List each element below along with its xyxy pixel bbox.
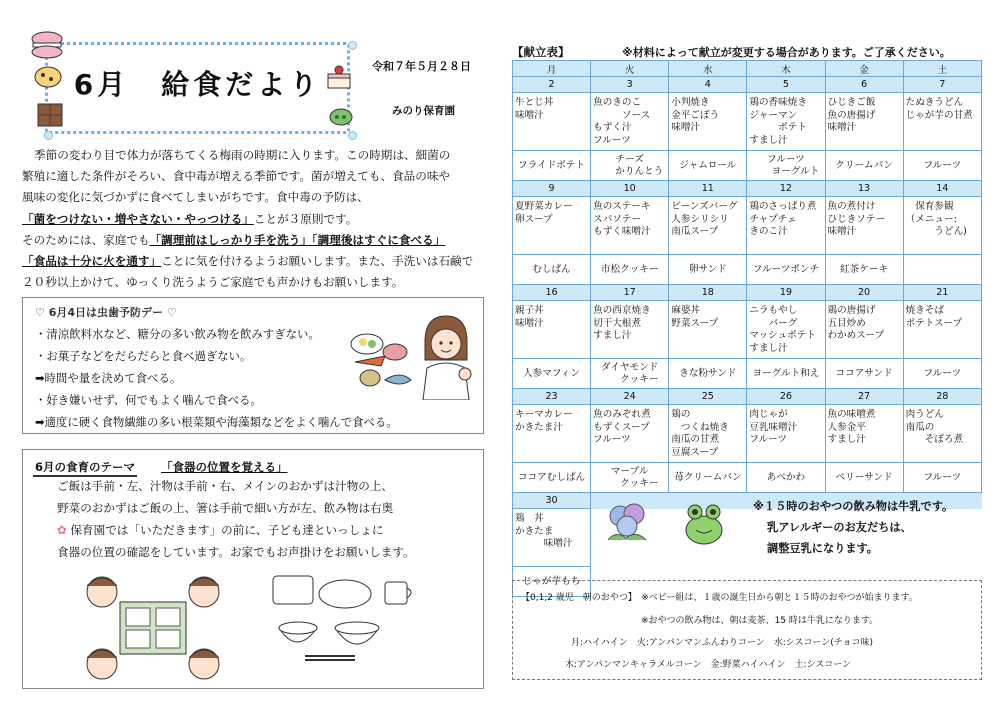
intro-line	[22, 251, 492, 272]
lunch-cell-text: 夏野菜カレー 卵スープ	[515, 201, 573, 225]
snack-cell-text: ヨーグルト和え	[752, 367, 820, 379]
snack-cell	[747, 359, 825, 389]
lunch-cell-text: 肉じゃが 豆乳味噌汁 フルーツ	[749, 409, 798, 445]
date-cell	[591, 285, 669, 301]
date-cell-text: 24	[623, 391, 636, 402]
weekday-header-row	[513, 61, 982, 77]
snack-cell-text: フライドポテト	[518, 159, 585, 171]
snack-cell-text: 人参マフィン	[523, 367, 580, 379]
school-name: みのり保育園	[392, 105, 455, 117]
snack-cell	[591, 151, 669, 181]
date-row	[513, 181, 982, 197]
snack-cell-text: フルーツ	[923, 367, 962, 379]
snack-cell-text: じゃが芋もち	[522, 575, 581, 587]
lunch-cell	[669, 405, 747, 463]
date-cell-text: 28	[936, 391, 949, 402]
lunch-cell	[747, 93, 825, 151]
hydrangea-icon	[602, 500, 654, 548]
baby-snack-box	[512, 580, 982, 680]
date-cell	[513, 181, 591, 197]
date-cell-text: 30	[545, 495, 558, 506]
lunch-cell	[825, 93, 903, 151]
cookie-icon	[33, 64, 63, 90]
date-row	[513, 77, 982, 93]
rule-emphasis: 「菌をつけない・増やさない・やっつける」	[22, 211, 254, 226]
snack-row	[513, 255, 982, 285]
lunch-row	[513, 405, 982, 463]
intro-line: ２０秒以上かけて、ゆっくり洗うようご家庭でも声かけもお願いします。	[22, 275, 404, 290]
baby-line: ※おやつの飲み物は、朝は麦茶、15 時は牛乳になります。	[641, 616, 879, 626]
date-cell-text: 17	[623, 287, 636, 298]
date-cell	[825, 77, 903, 93]
education-line: ご飯は手前・左、汁物は手前・右、メインのおかずは汁物の上、	[57, 479, 393, 493]
snack-cell	[825, 463, 903, 493]
menu-notice: ※材料によって献立が変更する場合があります。ご了承ください。	[622, 46, 951, 59]
weekday-thu: 木	[747, 61, 825, 77]
lunch-cell-text: 鶏 丼 かきたま 味噌汁	[515, 513, 573, 549]
date-cell-text: 18	[701, 287, 714, 298]
rule-tail: ことが３原則です。	[253, 211, 358, 226]
snack-cell-text: フルーツ ヨーグルト	[767, 153, 820, 177]
snack-cell-text: フルーツ	[923, 159, 962, 171]
date-cell-text: 25	[701, 391, 714, 402]
lunch-cell	[747, 405, 825, 463]
date-cell	[825, 285, 903, 301]
lunch-cell-text: 鶏の つくね焼き 南瓜の甘煮 豆腐スープ	[671, 409, 729, 458]
snack-cell-text: ジャムロール	[679, 159, 737, 171]
lunch-cell-text: 牛とじ丼 味噌汁	[515, 97, 554, 121]
handwash-emphasis: 「調理前はしっかり手を洗う」「調理後はすぐに食べる」	[149, 232, 446, 247]
milk-note-line: 乳アレルギーのお友だちは、	[767, 521, 912, 534]
dental-heading: ♡ 6月4日は虫歯予防デー ♡	[35, 306, 177, 319]
snack-cell	[591, 463, 669, 493]
snack-cell-text: クリームパン	[835, 159, 893, 171]
date-cell-text: 11	[701, 183, 714, 194]
title-frame	[45, 42, 350, 134]
flower-icon: ✿	[57, 523, 67, 537]
nutritionist-icon	[415, 312, 477, 400]
intro-line: 季節の変わり目で体力が落ちてくる梅雨の時期に入ります。この時期は、細菌の	[34, 148, 451, 162]
lunch-row	[513, 93, 982, 151]
date-cell-text: 6	[861, 79, 868, 90]
intro-line	[22, 230, 492, 251]
snack-cell-text: 紅茶ケーキ	[840, 263, 889, 275]
weekday-wed: 水	[669, 61, 747, 77]
theme-value: 「食器の位置を覚える」	[161, 460, 288, 474]
lunch-cell	[591, 405, 669, 463]
lunch-cell	[513, 405, 591, 463]
pearl-decoration	[44, 131, 53, 140]
intro-line	[22, 209, 492, 230]
baby-line: 月:ハイハイン 火:アンパンマンふんわりコーン 水:シスコーン(チョコ味)	[571, 638, 874, 648]
snack-row	[513, 463, 982, 493]
date-cell	[513, 389, 591, 405]
snack-cell	[669, 151, 747, 181]
lunch-cell-text: 魚の煮付け ひじきソテー 味噌汁	[827, 201, 886, 237]
tableware-layout-icon	[265, 570, 425, 666]
baby-line: 【0,1,2 歳児 朝のおやつ】 ※ベビー組は、１歳の誕生日から朝と１５時のおやつが始まります。	[521, 593, 918, 603]
lunch-cell	[825, 301, 903, 359]
lunch-cell	[591, 197, 669, 255]
lunch-row	[513, 301, 982, 359]
intro-text-b: ことに気を付けるようお願いします。また、手洗いは石鹸で	[161, 254, 474, 269]
lunch-cell	[903, 197, 981, 255]
lunch-cell-text: 小判焼き 金平ごぼう 味噌汁	[671, 97, 720, 133]
date-cell	[513, 77, 591, 93]
snack-cell-text: フルーツ	[923, 471, 962, 483]
snack-cell	[825, 151, 903, 181]
date-cell	[669, 77, 747, 93]
snack-cell-text: むしぱん	[532, 263, 571, 275]
lunch-cell	[513, 93, 591, 151]
children-table-icon	[78, 572, 228, 682]
lunch-cell	[513, 509, 591, 567]
snack-cell	[903, 463, 981, 493]
lunch-cell	[903, 301, 981, 359]
lunch-cell	[513, 301, 591, 359]
snack-cell	[669, 255, 747, 285]
lunch-cell-text: 魚の味噌煮 人参金平 すまし汁	[827, 409, 876, 445]
date-cell-text: 12	[779, 183, 793, 194]
date-cell	[513, 285, 591, 301]
lunch-row	[513, 197, 982, 255]
lunch-cell	[591, 93, 669, 151]
cook-emphasis: 「食品は十分に火を通す」	[22, 254, 162, 269]
date-cell	[747, 77, 825, 93]
leaf-sweet-icon	[328, 104, 354, 130]
date-cell-text: 26	[779, 391, 793, 402]
intro-text-a: そのためには、家庭でも	[22, 232, 150, 247]
date-cell-text: 21	[936, 287, 949, 298]
lunch-cell-text: ニラもやし バーグ マッシュポテト すまし汁	[749, 305, 816, 354]
lunch-cell-text: ひじきご飯 魚の唐揚げ 味噌汁	[827, 97, 876, 133]
milk-note-line: 調整豆乳になります。	[767, 542, 878, 555]
menu-title: 【献立表】	[512, 45, 570, 59]
weekday-fri: 金	[825, 61, 903, 77]
lunch-cell	[747, 301, 825, 359]
lunch-cell-text: 焼きそば ポテトスープ	[905, 305, 963, 329]
lunch-cell	[747, 197, 825, 255]
lunch-cell-text: 肉うどん 南瓜の そぼろ煮	[905, 409, 964, 445]
lunch-cell	[669, 301, 747, 359]
snack-cell	[591, 359, 669, 389]
snack-cell	[513, 359, 591, 389]
snack-cell-text: 卵サンド	[688, 263, 727, 275]
date-cell-text: 4	[704, 79, 711, 90]
lunch-cell-text: 魚の西京焼き 切干大根煮 すまし汁	[593, 305, 651, 341]
intro-line: 風味の変化に気づかずに食べてしまいがちです。食中毒の予防は、	[22, 190, 369, 205]
lunch-cell-text: 鶏のさっぱり煮 チャプチェ きのこ汁	[749, 201, 817, 237]
issue-date: 令和７年５月２８日	[372, 60, 471, 73]
lunch-cell	[825, 405, 903, 463]
date-cell	[903, 285, 981, 301]
date-cell	[747, 285, 825, 301]
snack-cell-text: フルーツポンチ	[752, 263, 820, 275]
date-cell	[669, 181, 747, 197]
snack-cell	[903, 151, 981, 181]
date-cell	[825, 181, 903, 197]
education-line: 野菜のおかずはご飯の上、箸は手前で細い方が左、飲み物は右奥	[57, 501, 394, 515]
weekday-sat: 土	[903, 61, 981, 77]
lunch-cell-text: 親子丼 味噌汁	[515, 305, 544, 329]
lunch-cell	[513, 197, 591, 255]
lunch-cell	[903, 405, 981, 463]
frog-icon	[680, 500, 728, 548]
macaron-icon	[30, 30, 64, 60]
dental-line: ・お菓子などをだらだらと食べ過ぎない。	[35, 349, 252, 363]
date-cell	[747, 389, 825, 405]
education-line: 食器の位置の確認をしています。お家でもお声掛けをお願いします。	[57, 545, 415, 559]
chocolate-icon	[36, 102, 64, 128]
date-cell-text: 19	[779, 287, 793, 298]
lunch-cell-text: たぬきうどん じゃが芋の甘煮	[905, 97, 973, 121]
cake-icon	[324, 62, 354, 92]
lunch-cell	[903, 93, 981, 151]
food-illustration-icon	[345, 322, 415, 392]
date-cell	[591, 389, 669, 405]
lunch-cell-text: 魚のきのこ ソース もずく汁 フルーツ	[593, 97, 651, 146]
lunch-cell	[669, 93, 747, 151]
date-cell-text: 3	[626, 79, 633, 90]
lunch-cell	[591, 301, 669, 359]
date-cell	[513, 493, 591, 509]
snack-cell	[903, 359, 981, 389]
education-line-text: 保育園では「いただきます」の前に、子ども達といっしょに	[70, 523, 384, 537]
snack-cell-text: マーブル クッキー	[610, 465, 659, 489]
snack-cell	[825, 359, 903, 389]
snack-cell	[825, 255, 903, 285]
snack-cell-text: 苺クリームパン	[674, 471, 742, 483]
snack-cell	[591, 255, 669, 285]
lunch-cell-text: 魚のみぞれ煮 もずくスープ フルーツ	[593, 409, 651, 445]
date-cell	[669, 285, 747, 301]
date-cell	[903, 389, 981, 405]
date-cell-text: 27	[857, 391, 871, 402]
snack-row	[513, 151, 982, 181]
date-cell-text: 7	[939, 79, 946, 90]
page-title: 6月 給食だより	[73, 68, 322, 101]
lunch-cell	[825, 197, 903, 255]
snack-row	[513, 359, 982, 389]
lunch-cell-text: 保育参観 （メニュー: うどん)	[905, 201, 967, 237]
snack-cell	[669, 463, 747, 493]
date-cell	[669, 389, 747, 405]
theme-label: 6月の食育のテーマ	[33, 459, 137, 477]
date-cell-text: 23	[545, 391, 558, 402]
date-cell-text: 13	[857, 183, 871, 194]
lunch-cell-text: 麻婆丼 野菜スープ	[671, 305, 719, 329]
snack-cell-text: あべかわ	[766, 471, 806, 483]
dental-line: ・好き嫌いせず、何でもよく噛んで食べる。	[35, 393, 262, 407]
snack-cell-text: ベリーサンド	[835, 471, 893, 483]
date-cell-text: 10	[623, 183, 636, 194]
lunch-cell-text: キーマカレー かきたま汁	[515, 409, 573, 433]
date-cell	[825, 389, 903, 405]
dental-line: ➡時間や量を決めて食べる。	[35, 371, 182, 385]
weekday-tue: 火	[591, 61, 669, 77]
date-cell	[747, 181, 825, 197]
date-cell	[903, 77, 981, 93]
date-cell-text: 16	[545, 287, 558, 298]
lunch-cell-text: ビーンズバーグ 人参シリシリ 南瓜スープ	[671, 201, 738, 237]
milk-note	[753, 496, 953, 559]
dental-line: ➡適度に硬く食物繊維の多い根菜類や海藻類などをよく噛んで食べる。	[35, 415, 398, 429]
date-cell-text: 20	[857, 287, 871, 298]
intro-line: 繁殖に適した条件がそろい、食中毒が増える季節です。菌が増えても、食品の味や	[22, 169, 451, 184]
dental-heading-text: 6月4日は虫歯予防デー	[48, 306, 164, 319]
snack-cell	[747, 255, 825, 285]
snack-cell-text: ココアサンド	[835, 367, 893, 379]
lunch-cell	[669, 197, 747, 255]
date-cell	[591, 181, 669, 197]
date-cell-text: 5	[782, 79, 789, 90]
milk-note-line: ※１５時のおやつの飲み物は牛乳です。	[753, 500, 954, 513]
lunch-cell-text: 魚のステーキ スパソテー もずく味噌汁	[593, 201, 651, 237]
snack-cell	[669, 359, 747, 389]
date-row	[513, 389, 982, 405]
date-cell-text: 14	[936, 183, 949, 194]
snack-cell-text: ダイヤモンド クッキー	[601, 361, 659, 385]
date-row	[513, 285, 982, 301]
date-cell	[903, 181, 981, 197]
education-line	[57, 522, 383, 538]
pearl-decoration	[348, 41, 357, 50]
weekday-mon: 月	[513, 61, 591, 77]
snack-cell	[513, 463, 591, 493]
lunch-cell-text: 鶏の唐揚げ 五目炒め わかめスープ	[827, 305, 885, 341]
date-cell-text: 2	[548, 79, 555, 90]
snack-cell	[747, 151, 825, 181]
intro-text	[22, 145, 492, 293]
snack-cell	[903, 255, 981, 285]
date-cell	[591, 77, 669, 93]
snack-cell	[513, 151, 591, 181]
pearl-decoration	[348, 131, 357, 140]
snack-cell-text: 市松クッキー	[600, 263, 659, 275]
snack-cell-text: ココアむしぱん	[517, 471, 586, 483]
snack-cell-text: チーズ かりんとう	[615, 153, 664, 177]
snack-cell-text: きな粉サンド	[679, 367, 737, 379]
dental-line: ・清涼飲料水など、糖分の多い飲み物を飲みすぎない。	[35, 327, 320, 341]
snack-cell	[513, 255, 591, 285]
baby-line: 木:アンパンマンキャラメルコーン 金:野菜ハイハイン 土:シスコーン	[565, 660, 852, 670]
lunch-cell-text: 鶏の香味焼き ジャーマン ポテト すまし汁	[749, 97, 807, 146]
snack-cell	[747, 463, 825, 493]
date-cell-text: 9	[548, 183, 555, 194]
